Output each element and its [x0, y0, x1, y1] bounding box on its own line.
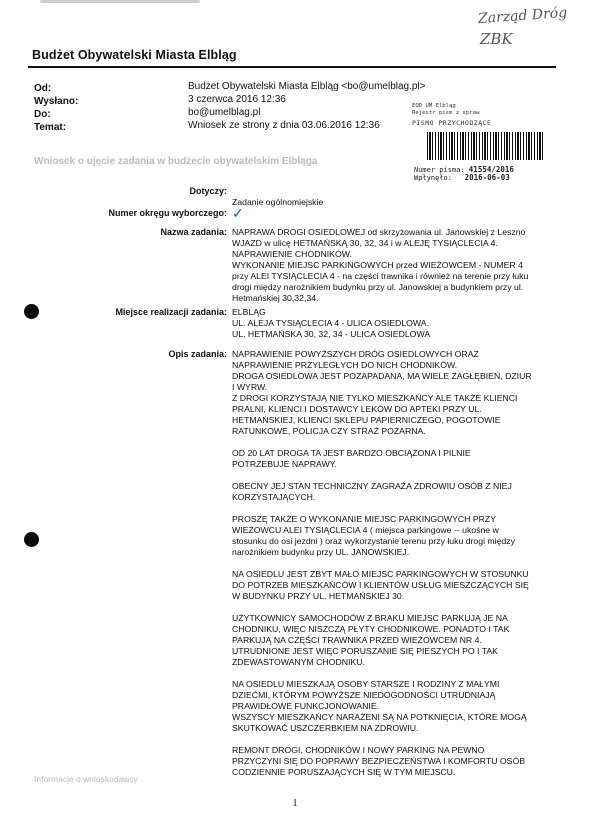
header-value-from: Budżet Obywatelski Miasta Elbląg <bo@umelblag.pl>	[188, 81, 426, 92]
header-label-to: Do:	[34, 109, 51, 120]
header-label-sent: Wysłano:	[34, 96, 79, 107]
label-miejsce-realizacji: Miejsce realizacji zadania:	[115, 307, 227, 317]
stamp-line1: EOD UM Elbląg	[412, 103, 456, 109]
stamp-kind: PISMO PRZYCHODZĄCE	[412, 119, 492, 127]
stamp-line2: Rejestr pism z spraw	[412, 110, 480, 116]
value-opis-zadania: NAPRAWIENIE POWYŻSZYCH DRÓG OSIEDLOWYCH ORAZ NAPRAWIENIE PRZYLEGŁYCH DO NICH CHODNIKÓW. DROGA OSIEDLOWA JEST POZAPADANA, MA WIELE ZAGŁĘBIEŃ, DZIUR I WYRW. Z DROGI KORZYSTAJĄ NIE TYLKO MIESZKAŃCY ALE TAKŻE KLIENCI PRALNI, KLIENCI I DOSTAWCY LEKÓW DO APTEKI PRZY UL. HETMAŃSKIEJ, KLIENCI SKLEPU PAPIERNICZEGO, POGOTOWIE RATUNKOWE, POLICJA CZY STRAŻ POŻARNA. OD 20 LAT DROGA TA JEST BARDZO OBCIĄŻONA I PILNIE POTRZEBUJE NAPRAWY. OBECNY JEJ STAN TECHNICZNY ZAGRAŻA ZDROWIU OSÓB Z NIEJ KORZYSTAJĄCYCH. PROSZĘ TAKŻE O WYKONANIE MIEJSC PARKINGOWYCH PRZY WIEŻOWCU ALEI TYSIĄCLECIA 4 ( miejsca parkingowe -- ukośne w stosunku do osi jezdni ) oraz wykorzystanie terenu przy łuku drogi między narożnikiem budynku przy UL. JANOWSKIEJ. NA OSIEDLU JEST ZBYT MAŁO MIEJSC PARKINGOWYCH W STOSUNKU DO POTRZEB MIESZKAŃCÓW I KLIENTÓW USŁUG MIESZCZĄCYCH SIĘ W BUDYNKU PRZY UL. HETMAŃSKIEJ 30. UŻYTKOWNICY SAMOCHODÓW Z BRAKU MIEJSC PARKUJĄ JE NA CHODNIKU, WIĘC NISZCZĄ PŁYTY CHODNIKOWE. PONADTO I TAK PARKUJĄ NA CZĘŚCI TRAWNIKA PRZED WIEŻOWCEM NR 4. UTRUDNIONE JEST WIĘC PORUSZANIE SIĘ PIESZYCH PO I TAK ZDEWASTOWANYM CHODNIKU. NA OSIEDLU MIESZKAJĄ OSOBY STARSZE I RODZINY Z MAŁYMI DZIEĆMI, KTÓRYM POWYŻSZE NIEDOGODNOŚCI UTRUDNIAJĄ PRAWIDŁOWE FUNKCJONOWANIE. WSZYSCY MIESZKAŃCY NARAŻENI SĄ NA POTKNIĘCIA, KTÓRE MOGĄ SKUTKOWAĆ USZCZERBKIEM NA ZDROWIU. REMONT DROGI, CHODNIKÓW I NOWY PARKING NA PEWNO PRZYCZYNI SIĘ DO POPRAWY BEZPIECZEŃSTWA I KOMFORTU OSÓB CODZIENNIE PORUSZAJĄCYCH SIĘ W TYM MIEJSCU.	[232, 349, 532, 777]
value-dotyczy-text: Zadanie ogólnomiejskie	[232, 197, 324, 207]
label-dotyczy: Dotyczy:	[189, 186, 227, 196]
scan-smudge	[40, 0, 200, 3]
page-number: 1	[292, 798, 298, 809]
value-miejsce-realizacji: ELBLĄG UL. ALEJA TYSIĄCLECIA 4 - ULICA OSIEDLOWA. UL. HETMAŃSKA 30, 32, 34 - ULICA OSIEDLOWA	[232, 307, 431, 339]
label-opis-zadania: Opis zadania:	[168, 349, 227, 359]
header-value-sent: 3 czerwca 2016 12:36	[188, 94, 286, 105]
header-label-subject: Temat:	[34, 122, 67, 133]
footer-section-title: Informacje o wnioskodawcy	[34, 774, 138, 784]
punch-hole-top	[24, 304, 39, 319]
check-mark-icon: ✓	[232, 205, 244, 221]
punch-hole-bottom	[24, 532, 39, 547]
handwritten-note-line2: ZBK	[480, 30, 513, 48]
stamp-date-label: Wpłynęło:	[414, 174, 452, 182]
document-title: Budżet Obywatelski Miasta Elbląg	[32, 48, 237, 62]
label-nazwa-zadania: Nazwa zadania:	[160, 227, 227, 237]
header-value-subject: Wniosek ze strony z dnia 03.06.2016 12:36	[188, 120, 380, 131]
stamp-date: 2016-06-03	[464, 173, 510, 182]
stamp-number-label: Numer pisma:	[414, 166, 465, 174]
stamp-numbers	[414, 166, 514, 182]
label-okreg: Numer okręgu wyborczego:	[108, 208, 227, 218]
handwritten-note-line1: Zarząd Dróg	[477, 4, 568, 28]
stamp-barcode	[427, 132, 543, 160]
header-label-from: Od:	[34, 83, 52, 94]
registry-stamp	[412, 103, 540, 127]
value-nazwa-zadania: NAPRAWA DROGI OSIEDLOWEJ od skrzyżowania ul. Janowskiej z Leszno WJAZD w ulicę HETMAŃSKĄ 30, 32, 34 i w ALEJĘ TYSIĄCLECIA 4. NAPRAWIENIE CHODNIKÓW. WYKONANIE MIEJSC PARKINGOWYCH przed WIEŻOWCEM - NUMER 4 przy ALEI TYSIĄCLECIA 4 - na części trawnika i również na terenie przy łuku drogi między narożnikiem budynku przy ul. Janowskiej a budynkiem przy ul. Hetmańskiej 30,32,34.	[232, 227, 529, 303]
stamp-number: 41554/2016	[468, 165, 514, 174]
header-value-to: bo@umelblag.pl	[188, 107, 261, 118]
section-title: Wniosek o ujęcie zadania w budżecie obywatelskim Elbląga	[34, 156, 318, 167]
value-dotyczy	[232, 186, 562, 221]
title-rule	[28, 66, 556, 68]
